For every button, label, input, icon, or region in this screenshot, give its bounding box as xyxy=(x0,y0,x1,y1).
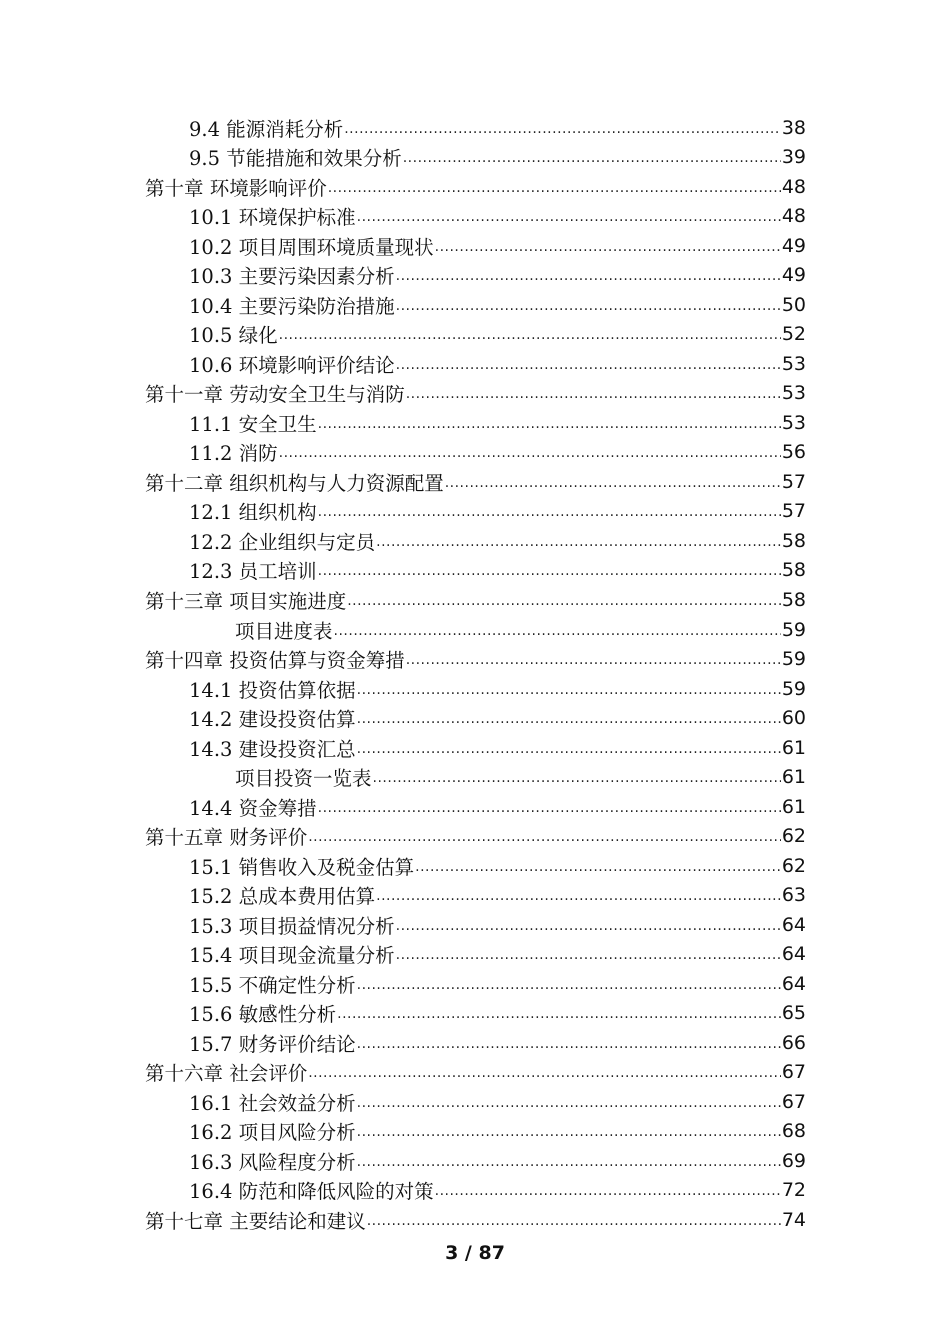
toc-entry-title: 10.6 环境影响评价结论 xyxy=(189,353,395,377)
toc-entry-title: 10.2 项目周围环境质量现状 xyxy=(189,235,434,259)
toc-entry-page-number: 53 xyxy=(781,411,806,434)
toc-entry-page-number: 50 xyxy=(781,293,806,316)
toc-entry-title: 14.3 建设投资汇总 xyxy=(189,737,356,761)
toc-entry-title: 16.4 防范和降低风险的对策 xyxy=(189,1180,434,1204)
toc-entry-page-number: 72 xyxy=(781,1179,806,1202)
toc-section-entry[interactable] xyxy=(145,202,806,232)
dot-leader xyxy=(357,1092,781,1112)
toc-entry-title: 16.3 风险程度分析 xyxy=(189,1150,356,1174)
dot-leader xyxy=(318,413,781,433)
toc-section-entry[interactable] xyxy=(145,1146,806,1176)
toc-entry-page-number: 66 xyxy=(781,1031,806,1054)
toc-entry-title: 15.3 项目损益情况分析 xyxy=(189,914,395,938)
toc-entry-title: 11.1 安全卫生 xyxy=(189,412,317,436)
dot-leader xyxy=(435,1180,781,1200)
toc-entry-page-number: 53 xyxy=(781,382,806,405)
toc-entry-page-number: 57 xyxy=(781,500,806,523)
toc-entry-title: 9.4 能源消耗分析 xyxy=(189,117,344,141)
toc-entry-title: 15.4 项目现金流量分析 xyxy=(189,944,395,968)
toc-entry-page-number: 61 xyxy=(781,795,806,818)
dot-leader xyxy=(334,620,781,640)
toc-chapter-entry[interactable] xyxy=(145,644,806,674)
toc-section-entry[interactable] xyxy=(145,556,806,586)
toc-chapter-entry[interactable] xyxy=(145,585,806,615)
toc-section-entry[interactable] xyxy=(145,939,806,969)
toc-entry-title: 第十七章 主要结论和建议 xyxy=(145,1209,366,1233)
toc-entry-title: 16.1 社会效益分析 xyxy=(189,1091,356,1115)
dot-leader xyxy=(279,442,781,462)
toc-entry-page-number: 59 xyxy=(781,648,806,671)
toc-entry-page-number: 62 xyxy=(781,825,806,848)
dot-leader xyxy=(347,590,781,610)
toc-entry-page-number: 67 xyxy=(781,1061,806,1084)
dot-leader xyxy=(396,295,781,315)
toc-entry-title: 14.2 建设投资估算 xyxy=(189,708,356,732)
toc-entry-page-number: 59 xyxy=(781,677,806,700)
toc-entry-page-number: 58 xyxy=(781,589,806,611)
toc-chapter-entry[interactable] xyxy=(145,467,806,497)
toc-entry-title: 11.2 消防 xyxy=(189,442,278,466)
toc-entry-title: 第十章 环境影响评价 xyxy=(145,176,327,200)
toc-entry-page-number: 62 xyxy=(781,854,806,877)
toc-chapter-entry[interactable] xyxy=(145,1205,806,1235)
toc-entry-page-number: 68 xyxy=(781,1120,806,1143)
toc-section-entry[interactable] xyxy=(145,231,806,261)
dot-leader xyxy=(337,1003,781,1023)
toc-entry-page-number: 49 xyxy=(781,264,806,287)
toc-entry-title: 第十四章 投资估算与资金筹措 xyxy=(145,649,405,673)
dot-leader xyxy=(406,383,781,403)
toc-entry-title: 15.2 总成本费用估算 xyxy=(189,885,376,909)
dot-leader xyxy=(308,1062,781,1082)
toc-entry-title: 10.4 主要污染防治措施 xyxy=(189,294,395,318)
toc-entry-title: 第十一章 劳动安全卫生与消防 xyxy=(145,383,405,407)
dot-leader xyxy=(445,472,781,492)
dot-leader xyxy=(357,1121,781,1141)
toc-section-entry[interactable] xyxy=(145,438,806,468)
dot-leader xyxy=(396,944,781,964)
dot-leader xyxy=(357,708,781,728)
toc-entry-page-number: 38 xyxy=(781,116,806,139)
toc-entry-title: 第十二章 组织机构与人力资源配置 xyxy=(145,471,444,495)
toc-section-entry[interactable] xyxy=(145,290,806,320)
toc-chapter-entry[interactable] xyxy=(145,1058,806,1088)
toc-entry-title: 项目投资一览表 xyxy=(235,767,372,791)
toc-entry-title: 9.5 节能措施和效果分析 xyxy=(189,147,402,171)
toc-section-entry[interactable] xyxy=(145,349,806,379)
toc-entry-title: 14.4 资金筹措 xyxy=(189,796,317,820)
toc-entry-page-number: 39 xyxy=(781,146,806,169)
toc-entry-title: 16.2 项目风险分析 xyxy=(189,1121,356,1145)
table-of-contents xyxy=(145,113,806,1235)
toc-section-entry[interactable] xyxy=(145,733,806,763)
toc-entry-page-number: 64 xyxy=(781,913,806,936)
dot-leader xyxy=(357,1033,781,1053)
toc-entry-title: 15.6 敏感性分析 xyxy=(189,1003,337,1027)
toc-section-entry[interactable] xyxy=(145,1176,806,1206)
toc-entry-title: 15.5 不确定性分析 xyxy=(189,973,356,997)
toc-entry-page-number: 69 xyxy=(781,1149,806,1172)
toc-entry-title: 15.1 销售收入及税金估算 xyxy=(189,855,415,879)
toc-section-entry[interactable] xyxy=(145,1028,806,1058)
toc-section-entry[interactable] xyxy=(145,1087,806,1117)
toc-entry-title: 10.1 环境保护标准 xyxy=(189,206,356,230)
dot-leader xyxy=(406,649,781,669)
toc-entry-title: 15.7 财务评价结论 xyxy=(189,1032,356,1056)
toc-entry-page-number: 61 xyxy=(781,766,806,789)
toc-entry-page-number: 56 xyxy=(781,441,806,464)
toc-entry-page-number: 49 xyxy=(781,234,806,257)
toc-entry-title: 第十三章 项目实施进度 xyxy=(145,590,347,613)
toc-section-entry[interactable] xyxy=(145,143,806,173)
dot-leader xyxy=(403,147,781,167)
toc-section-entry[interactable] xyxy=(145,320,806,350)
dot-leader xyxy=(357,738,781,758)
toc-entry-page-number: 64 xyxy=(781,943,806,966)
dot-leader xyxy=(396,354,781,374)
toc-section-entry[interactable] xyxy=(145,261,806,291)
toc-section-entry[interactable] xyxy=(145,408,806,438)
toc-section-entry[interactable] xyxy=(145,880,806,910)
toc-entry-title: 第十五章 财务评价 xyxy=(145,826,308,850)
dot-leader xyxy=(396,265,781,285)
toc-section-entry[interactable] xyxy=(145,910,806,940)
dot-leader xyxy=(367,1210,781,1230)
toc-entry-page-number: 57 xyxy=(781,470,806,493)
toc-section-entry[interactable] xyxy=(145,762,806,792)
page-number-footer: 3 / 87 xyxy=(445,1242,505,1264)
dot-leader xyxy=(318,797,781,817)
dot-leader xyxy=(376,531,781,551)
toc-chapter-entry[interactable] xyxy=(145,379,806,409)
dot-leader xyxy=(435,236,781,256)
toc-entry-page-number: 67 xyxy=(781,1090,806,1113)
toc-entry-title: 14.1 投资估算依据 xyxy=(189,678,356,702)
toc-entry-page-number: 63 xyxy=(781,884,806,907)
toc-entry-page-number: 48 xyxy=(781,175,806,198)
toc-section-entry[interactable] xyxy=(145,113,806,143)
toc-section-entry[interactable] xyxy=(145,998,806,1028)
dot-leader xyxy=(373,767,781,787)
toc-entry-title: 第十六章 社会评价 xyxy=(145,1062,308,1086)
dot-leader xyxy=(357,206,781,226)
toc-section-entry[interactable] xyxy=(145,792,806,822)
dot-leader xyxy=(376,885,781,905)
dot-leader xyxy=(279,324,781,344)
dot-leader xyxy=(318,560,781,580)
toc-entry-page-number: 53 xyxy=(781,352,806,375)
toc-entry-title: 10.3 主要污染因素分析 xyxy=(189,265,395,289)
dot-leader xyxy=(357,1151,781,1171)
toc-entry-title: 项目进度表 xyxy=(235,619,333,643)
dot-leader xyxy=(318,501,781,521)
toc-section-entry[interactable] xyxy=(145,526,806,556)
toc-entry-page-number: 61 xyxy=(781,736,806,759)
toc-entry-page-number: 48 xyxy=(781,205,806,228)
toc-section-entry[interactable] xyxy=(145,1117,806,1147)
toc-section-entry[interactable] xyxy=(145,615,806,645)
toc-entry-page-number: 58 xyxy=(781,559,806,582)
toc-entry-page-number: 64 xyxy=(781,972,806,995)
dot-leader xyxy=(357,974,781,994)
toc-entry-page-number: 65 xyxy=(781,1002,806,1025)
toc-entry-page-number: 59 xyxy=(781,618,806,641)
toc-entry-page-number: 52 xyxy=(781,323,806,346)
toc-entry-title: 12.2 企业组织与定员 xyxy=(189,530,376,554)
toc-section-entry[interactable] xyxy=(145,497,806,527)
dot-leader xyxy=(357,679,781,699)
toc-entry-title: 12.1 组织机构 xyxy=(189,501,317,525)
dot-leader xyxy=(328,177,781,197)
toc-chapter-entry[interactable] xyxy=(145,821,806,851)
toc-entry-title: 10.5 绿化 xyxy=(189,324,278,348)
dot-leader xyxy=(396,915,781,935)
toc-section-entry[interactable] xyxy=(145,851,806,881)
toc-section-entry[interactable] xyxy=(145,674,806,704)
dot-leader xyxy=(344,118,781,138)
toc-entry-title: 12.3 员工培训 xyxy=(189,560,317,584)
toc-section-entry[interactable] xyxy=(145,703,806,733)
toc-chapter-entry[interactable] xyxy=(145,172,806,202)
dot-leader xyxy=(415,856,781,876)
toc-entry-page-number: 60 xyxy=(781,707,806,730)
toc-section-entry[interactable] xyxy=(145,969,806,999)
toc-entry-page-number: 58 xyxy=(781,529,806,552)
toc-entry-page-number: 74 xyxy=(781,1208,806,1231)
dot-leader xyxy=(308,826,781,846)
